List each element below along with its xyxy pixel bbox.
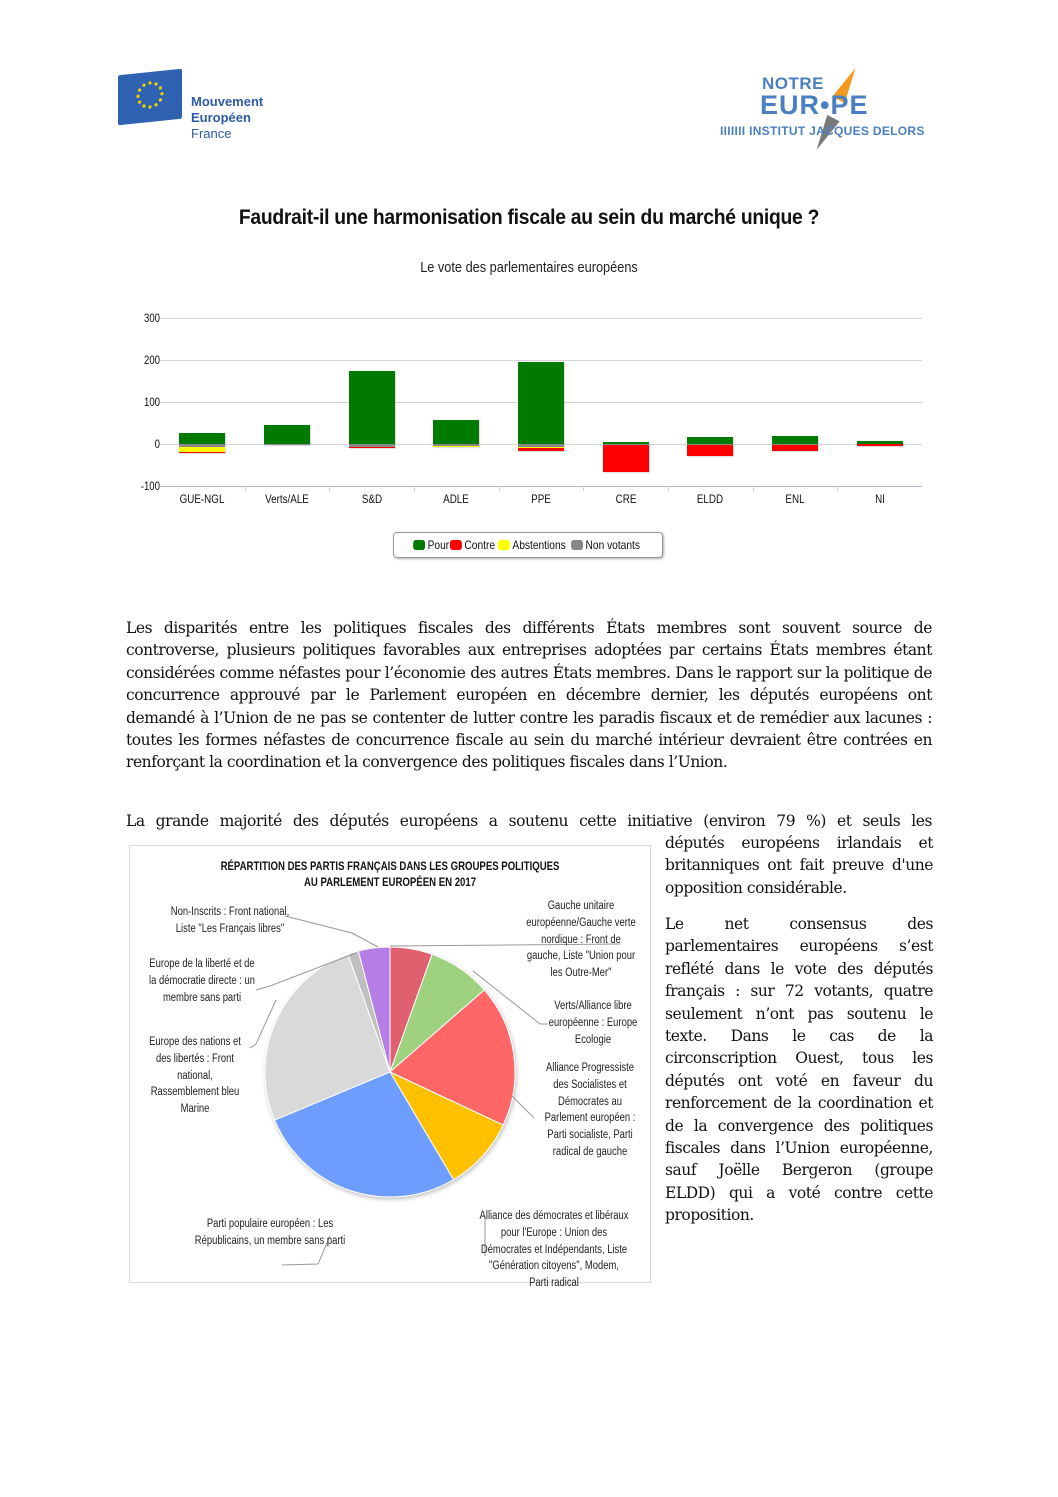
legend-item-pour <box>414 538 450 552</box>
x-axis-tick <box>329 486 330 491</box>
legend-label: Abstentions <box>512 538 566 552</box>
paragraph-2-rest: députés européens irlandais et britanniques ont fait preuve d'une opposition considérable. <box>665 834 933 897</box>
y-axis-tick-label: 100 <box>143 395 160 409</box>
pie-label-sd: Alliance Progressiste des Socialistes et Démocrates au Parlement européen : Parti socialiste, Parti radical de gauche <box>544 1062 636 1158</box>
notre-europe-logo <box>718 60 943 152</box>
bar-segment-contre <box>772 445 818 451</box>
bar-segment-pour <box>687 437 733 444</box>
legend-swatch <box>414 540 426 550</box>
pie-label-ni: Non-Inscrits : Front national, Liste "Les Français libres" <box>170 906 290 935</box>
pie-label-enl: Europe des nations et des libertés : Front national, Rassemblement bleu Marine <box>149 1036 241 1116</box>
pie-label-verts: Verts/Alliance libre européenne : Europe Ecologie <box>548 1000 638 1046</box>
pie-title-line-1: RÉPARTITION DES PARTIS FRANÇAIS DANS LES GROUPES POLITIQUES <box>220 859 560 873</box>
legend-item-contre <box>450 538 495 552</box>
x-axis-category-label: GUE-NGL <box>179 492 225 506</box>
logo-line-1: Mouvement <box>191 94 264 109</box>
x-axis-category-label: NI <box>874 492 885 506</box>
y-axis-tick-label: 200 <box>143 353 160 367</box>
x-axis-category-label: ENL <box>785 492 805 506</box>
bar-segment-contre <box>518 448 564 451</box>
gridline <box>160 318 922 319</box>
x-axis-tick <box>668 486 669 491</box>
logo-institut: IIIIIII INSTITUT JACQUES DELORS <box>720 124 925 138</box>
logo-line-3: France <box>191 126 232 141</box>
legend-label: Non votants <box>585 538 640 552</box>
pie-label-ppe: Parti populaire européen : Les Républicains, un membre sans parti <box>194 1218 346 1247</box>
bar-segment-abstentions <box>433 446 479 447</box>
y-axis-tick-label: -100 <box>140 479 160 493</box>
paragraph-1: Les disparités entre les politiques fiscales des différents États membres sont souvent source de controverse, plusieurs politiques favorables aux entreprises adoptées par certains États membres étant considérées comme néfastes pour l’économie des autres États membres. Dans le rapport sur la politique de concurrence approuvé par le Parlement européen en décembre dernier, les députés européens ont demandé à l’Union de ne pas se contenter de lutter contre les paradis fiscaux et de remédier aux lacunes : toutes les formes néfastes de concurrence fiscale au sein du marché intérieur devraient être contrées en renforçant la coordination et la convergence des politiques fiscales dans l’Union. <box>126 619 932 772</box>
bar-segment-pour <box>433 420 479 444</box>
x-axis-tick <box>837 486 838 491</box>
paragraph-3: Le net consensus des parlementaires européens s’est reflété dans le vote des députés français : sur 72 votants, quatre seulement n’ont pas soutenu le texte. Dans le cas de la circonscription Ouest, tous les députés ont voté en faveur du renforcement de la coordination et de la convergence des politiques fiscales dans l’Union européenne, sauf Joëlle Bergeron (groupe ELDD) qui a voté contre cette proposition. <box>665 915 933 1225</box>
legend-label: Contre <box>464 538 495 552</box>
paragraph-2-first-line: La grande majorité des députés européens a soutenu cette initiative (environ 79 %) et seuls les <box>126 812 932 830</box>
pie-label-gue: Gauche unitaire européenne/Gauche verte nordique : Front de gauche, Liste "Union pour les Outre-Mer" <box>526 900 636 980</box>
gridline <box>160 486 922 487</box>
bar-segment-pour <box>349 371 395 445</box>
pie-chart-figure <box>129 845 651 1290</box>
bar-segment-contre <box>687 445 733 456</box>
y-axis-tick-label: 0 <box>154 437 160 451</box>
x-axis-category-label: S&D <box>361 492 382 506</box>
pie-label-eldd: Europe de la liberté et de la démocratie directe : un membre sans parti <box>149 958 255 1004</box>
logo-notre: NOTRE <box>762 74 824 93</box>
legend-swatch <box>450 540 462 550</box>
bar-segment-pour <box>772 436 818 444</box>
x-axis-tick <box>499 486 500 491</box>
logo-europe: EUR•PE <box>760 90 869 120</box>
y-axis-tick-label: 300 <box>143 311 160 325</box>
legend-swatch <box>498 540 510 550</box>
x-axis-category-label: PPE <box>531 492 551 506</box>
x-axis-tick <box>245 486 246 491</box>
x-axis-category-label: ADLE <box>443 492 470 506</box>
bar-segment-contre <box>603 445 649 472</box>
legend-swatch <box>571 540 583 550</box>
bar-segment-contre <box>179 452 225 453</box>
legend-item-abstentions <box>498 538 566 552</box>
x-axis-category-label: Verts/ALE <box>265 492 309 506</box>
x-axis-category-label: ELDD <box>697 492 724 506</box>
bar-segment-pour <box>179 433 225 444</box>
x-axis-tick <box>414 486 415 491</box>
bar-segment-non-votants <box>264 444 310 445</box>
bar-chart-title: Le vote des parlementaires européens <box>420 259 638 276</box>
legend-item-non-votants <box>571 538 640 552</box>
legend-label: Pour <box>428 538 450 552</box>
pie-title-line-2: AU PARLEMENT EUROPÉEN EN 2017 <box>303 875 477 889</box>
x-axis-category-label: CRE <box>615 492 637 506</box>
mouvement-europeen-logo <box>118 70 298 146</box>
bar-segment-contre <box>349 447 395 449</box>
bar-segment-pour <box>264 425 310 444</box>
x-axis-tick <box>583 486 584 491</box>
pie-label-adle: Alliance des démocrates et libéraux pour l'Europe : Union des Démocrates et Indépendants, Liste "Génération citoyens", Modem, Parti radical <box>479 1210 629 1290</box>
chart-legend <box>393 532 663 558</box>
logo-line-2: Européen <box>191 110 251 125</box>
bar-segment-contre <box>857 444 903 445</box>
bar-segment-pour <box>518 362 564 444</box>
page-title: Faudrait-il une harmonisation fiscale au sein du marché unique ? <box>238 206 820 229</box>
bar-chart <box>130 305 930 515</box>
eu-flag-icon <box>118 69 182 126</box>
x-axis-tick <box>753 486 754 491</box>
